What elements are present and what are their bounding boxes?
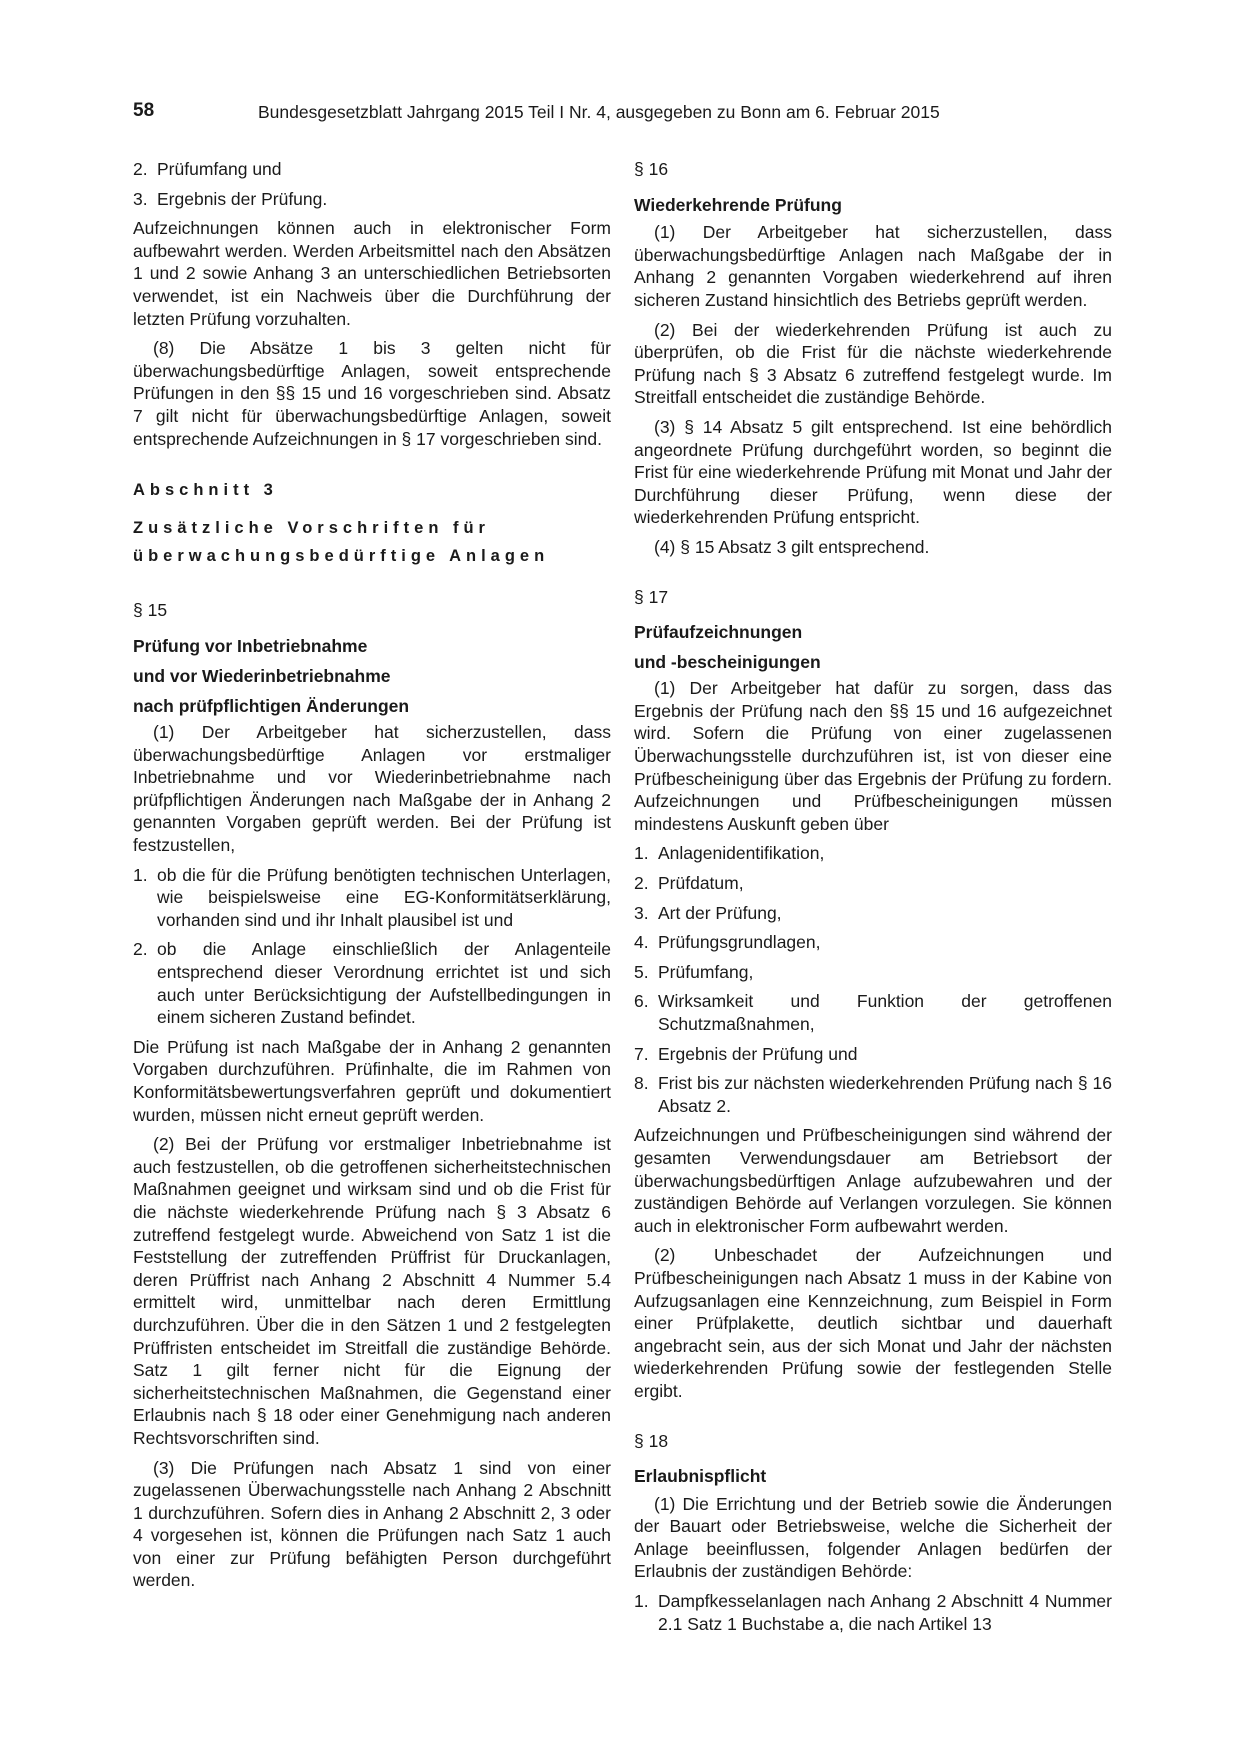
right-column (634, 158, 1112, 1642)
paragraph-number: § 15 (133, 599, 168, 620)
paragraph-heading: Prüfaufzeichnungen (634, 622, 803, 643)
list-item (634, 842, 1112, 865)
list-text: Prüfdatum, (658, 873, 744, 894)
list-text: Prüfungsgrundlagen, (658, 932, 821, 953)
list-item (634, 1590, 1112, 1635)
list-number: 3. (133, 188, 148, 209)
paragraph-heading: und -bescheinigungen (634, 651, 821, 672)
page-number: 58 (133, 100, 155, 121)
running-header: Bundesgesetzblatt Jahrgang 2015 Teil I Nr. 4, ausgegeben zu Bonn am 6. Februar 2015 (258, 102, 940, 122)
list-text: Frist bis zur nächsten wiederkehrenden Prüfung nach § 16 Absatz 2. (658, 1073, 1112, 1116)
paragraph: (2) Bei der wiederkehrenden Prüfung ist auch zu überprüfen, ob die Frist für die nächste wiederkehrende Prüfung nach § 3 Absatz 6 zutreffend festgelegt wurde. Im Streitfall entscheidet die zuständige Behörde. (634, 319, 1112, 408)
paragraph: (4) § 15 Absatz 3 gilt entsprechend. (654, 536, 930, 557)
paragraph: (3) § 14 Absatz 5 gilt entsprechend. Ist eine behördlich angeordnete Prüfung durchgeführt worden, so beginnt die Frist für eine wiederkehrende Prüfung mit Monat und Jahr der Durchführung dieser Prüfung, wenn diese der wiederkehrenden Prüfung entspricht. (634, 416, 1112, 528)
list-number: 2. (634, 873, 649, 894)
list-number: 7. (634, 1043, 649, 1064)
list-number: 5. (634, 961, 649, 982)
list-text: Wirksamkeit und Funktion der getroffenen Schutzmaßnahmen, (658, 991, 1112, 1034)
paragraph: Aufzeichnungen und Prüfbescheinigungen sind während der gesamten Verwendungsdauer am Betriebsort der überwachungsbedürftigen Anlage aufzubewahren und der zuständigen Behörde auf Verlangen vorzulegen. Sie können auch in elektronischer Form aufbewahrt werden. (634, 1125, 1112, 1236)
list-number: 1. (133, 864, 148, 885)
list-item (634, 1072, 1112, 1117)
list-item (133, 938, 611, 1028)
paragraph-number: § 16 (634, 159, 669, 179)
paragraph: (8) Die Absätze 1 bis 3 gelten nicht für überwachungsbedürftige Anlagen, soweit entsprechende Prüfungen in den §§ 15 und 16 vorgeschrieben sind. Absatz 7 gilt nicht für überwachungsbedürftige Anlagen, soweit entsprechende Aufzeichnungen in § 17 vorgeschrieben sind. (133, 338, 611, 449)
list-text: Anlagenidentifikation, (658, 843, 825, 864)
list-item (634, 990, 1112, 1035)
list-item (634, 872, 1112, 895)
paragraph: (2) Unbeschadet der Aufzeichnungen und Prüfbescheinigungen nach Absatz 1 muss in der Kabine von Aufzugsanlagen eine Kennzeichnung, zum Beispiel in Form einer Prüfplakette, deutlich sichtbar und dauerhaft angebracht sein, aus der sich Monat und Jahr der nächsten wiederkehrenden Prüfung sowie der festlegenden Stelle ergibt. (634, 1245, 1112, 1401)
paragraph-heading: Wiederkehrende Prüfung (634, 194, 842, 215)
list-text: Prüfumfang, (658, 961, 754, 982)
paragraph: Aufzeichnungen können auch in elektronischer Form aufbewahrt werden. Werden Arbeitsmittel nach den Absätzen 1 und 2 sowie Anhang 3 an unterschiedlichen Betriebsorten verwendet, ist ein Nachweis über die Durchführung der letzten Prüfung vorzuhalten. (133, 218, 611, 329)
list-text: ob die für die Prüfung benötigten technischen Unterlagen, wie beispielsweise eine EG-Konformitätserklärung, vorhanden sind und ihr Inhalt plausibel ist und (157, 864, 611, 930)
paragraph-heading: und vor Wiederinbetriebnahme (133, 665, 391, 686)
paragraph: (3) Die Prüfungen nach Absatz 1 sind von einer zugelassenen Überwachungsstelle nach Anhang 2 Abschnitt 1 durchzuführen. Sofern dies in Anhang 2 Abschnitt 2, 3 oder 4 vorgesehen ist, können die Prüfungen nach Satz 1 auch von einer zur Prüfung befähigten Person durchgeführt werden. (133, 1457, 611, 1591)
left-column (133, 158, 611, 1599)
list-item (634, 1043, 1112, 1066)
list-item (634, 961, 1112, 984)
paragraph: (1) Die Errichtung und der Betrieb sowie die Änderungen der Bauart oder Betriebsweise, welche die Sicherheit der Anlage beeinflussen, folgender Anlagen bedürfen der Erlaubnis der zuständigen Behörde: (634, 1493, 1112, 1582)
list-item (634, 931, 1112, 954)
section-label: Abschnitt 3 (133, 481, 278, 500)
paragraph-number: § 17 (634, 586, 669, 607)
list-number: 1. (634, 1591, 649, 1612)
list-item (133, 188, 611, 211)
list-text: Art der Prüfung, (658, 902, 782, 923)
list-item (634, 902, 1112, 925)
paragraph: (1) Der Arbeitgeber hat dafür zu sorgen, dass das Ergebnis der Prüfung nach den §§ 15 und 16 aufgezeichnet wird. Sofern die Prüfung von einer zugelassenen Überwachungsstelle durchzuführen ist, ist von dieser eine Prüfbescheinigung über das Ergebnis der Prüfung zu fordern. Aufzeichnungen und Prüfbescheinigungen müssen mindestens Auskunft geben über (634, 678, 1112, 834)
list-text: Dampfkesselanlagen nach Anhang 2 Abschnitt 4 Nummer 2.1 Satz 1 Buchstabe a, die nach Artikel 13 (658, 1591, 1112, 1634)
list-number: 3. (634, 902, 649, 923)
paragraph: (2) Bei der Prüfung vor erstmaliger Inbetriebnahme ist auch festzustellen, ob die getroffenen sicherheitstechnischen Maßnahmen geeignet und wirksam sind und ob die Frist für die nächste wiederkehrende Prüfung nach § 3 Absatz 6 zutreffend festgelegt wurde. Abweichend von Satz 1 ist die Feststellung der zutreffenden Prüffrist für Druckanlagen, deren Prüffrist nach Anhang 2 Abschnitt 4 Nummer 5.4 ermittelt wird, unmittelbar nach deren Ermittlung durchzuführen. Über die in den Sätzen 1 und 2 festgelegten Prüffristen entscheidet im Streitfall die zuständige Behörde. Satz 1 gilt ferner nicht für die Eignung der sicherheitstechnischen Maßnahmen, die Gegenstand einer Erlaubnis nach § 18 oder einer Genehmigung nach anderen Rechtsvorschriften sind. (133, 1134, 611, 1448)
paragraph: (1) Der Arbeitgeber hat sicherzustellen, dass überwachungsbedürftige Anlagen nach Maßgabe der in Anhang 2 genannten Vorgaben wiederkehrend auf ihren sicheren Zustand hinsichtlich des Betriebs geprüft werden. (634, 222, 1112, 310)
list-number: 1. (634, 843, 649, 864)
paragraph: (1) Der Arbeitgeber hat sicherzustellen, dass überwachungsbedürftige Anlagen vor erstmaliger Inbetriebnahme und vor Wiederinbetriebnahme nach prüfpflichtigen Änderungen nach Maßgabe der in Anhang 2 genannten Vorgaben geprüft werden. Bei der Prüfung ist festzustellen, (133, 722, 611, 856)
paragraph-heading: Erlaubnispflicht (634, 1466, 767, 1487)
paragraph-heading: nach prüfpflichtigen Änderungen (133, 695, 410, 716)
list-number: 8. (634, 1073, 649, 1094)
paragraph-heading: Prüfung vor Inbetriebnahme (133, 636, 368, 657)
paragraph-number: § 18 (634, 1430, 669, 1451)
section-title: überwachungsbedürftige Anlagen (133, 546, 550, 565)
list-text: Ergebnis der Prüfung und (658, 1043, 858, 1064)
list-text: ob die Anlage einschließlich der Anlagenteile entsprechend dieser Verordnung errichtet ist und sich auch unter Berücksichtigung der Aufstellbedingungen in einem sicheren Zustand befindet. (157, 939, 611, 1028)
list-number: 2. (133, 159, 148, 179)
list-text: Ergebnis der Prüfung. (157, 188, 328, 209)
list-text: Prüfumfang und (157, 159, 282, 179)
paragraph: Die Prüfung ist nach Maßgabe der in Anhang 2 genannten Vorgaben durchzuführen. Prüfinhalte, die im Rahmen von Konformitätsbewertungsverfahren geprüft und dokumentiert wurden, müssen nicht erneut geprüft werden. (133, 1036, 611, 1125)
list-number: 2. (133, 939, 148, 960)
list-item (133, 864, 611, 932)
list-item (133, 158, 611, 181)
list-number: 6. (634, 991, 649, 1012)
list-number: 4. (634, 932, 649, 953)
section-title: Zusätzliche Vorschriften für (133, 518, 490, 537)
